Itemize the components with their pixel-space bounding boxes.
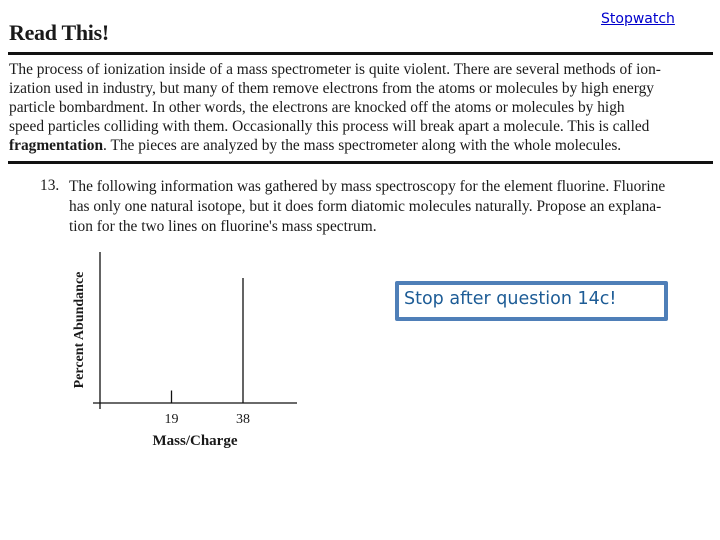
x-tick-label: 19 <box>164 412 179 427</box>
paragraph-line-rest: . The pieces are analyzed by the mass spectrometer along with the whole molecules. <box>103 137 622 154</box>
section-title: Read This! <box>9 20 109 45</box>
fragmentation-term: fragmentation <box>9 137 104 154</box>
stopwatch-link[interactable]: Stopwatch <box>601 11 675 27</box>
question-line: The following information was gathered by mass spectroscopy for the element fluorine. Fluorine <box>69 178 666 195</box>
stop-callout-text: Stop after question 14c! <box>404 289 617 309</box>
paragraph-line: speed particles colliding with them. Occasionally this process will break apart a molecule. This is called <box>9 118 650 135</box>
stop-callout <box>395 281 668 321</box>
paragraph-line: ization used in industry, but many of them remove electrons from the atoms or molecules by high energy <box>9 80 654 97</box>
question-line: tion for the two lines on fluorine's mass spectrum. <box>69 218 377 235</box>
x-axis-label: Mass/Charge <box>152 433 238 449</box>
y-axis-label: Percent Abundance <box>72 271 87 389</box>
paragraph-line: particle bombardment. In other words, the electrons are knocked off the atoms or molecules by high <box>9 99 625 116</box>
question-number: 13. <box>40 177 60 194</box>
question-line: has only one natural isotope, but it does form diatomic molecules naturally. Propose an explana- <box>69 198 662 215</box>
paragraph-line: The process of ionization inside of a mass spectrometer is quite violent. There are several methods of ion- <box>9 61 661 78</box>
x-tick-label: 38 <box>236 412 250 427</box>
